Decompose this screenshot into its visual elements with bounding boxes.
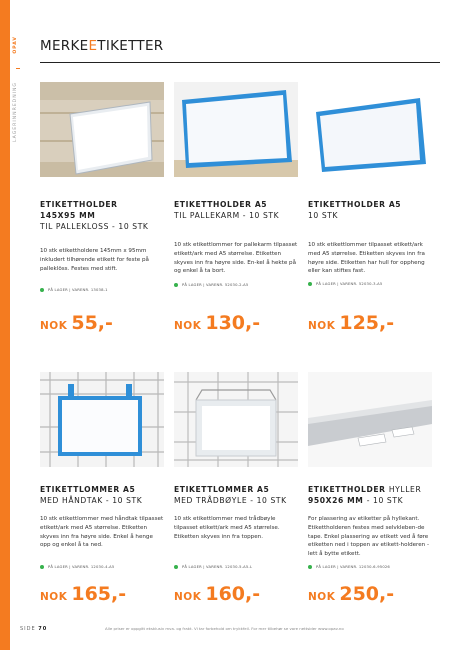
sidebar-brand: OPAV [13, 36, 18, 54]
product-name: ETIKETTLOMMER A5 MED HÅNDTAK - 10 STK [40, 485, 143, 505]
product-price: NOK 55,- [40, 312, 113, 334]
sidebar-path: LAGERINNREDNING [13, 82, 18, 143]
product-description: 10 stk etikettlommer med trådbøyle tilpasset etikett/ark med A5 størrelse. Etiketten skyves inn fra toppen. [174, 516, 280, 540]
product-photo-pocket-wire [174, 372, 298, 467]
stock-status: PÅ LAGER | VARENR. 12030-4-A5 [40, 565, 114, 569]
sidebar-accent-bar [0, 0, 10, 650]
in-stock-dot-icon [308, 282, 312, 286]
stock-status: PÅ LAGER | VARENR. 12030-6-95026 [308, 565, 390, 569]
in-stock-dot-icon [40, 565, 44, 569]
product-name: ETIKETTHOLDER A5 TIL PALLEKARM - 10 STK [174, 200, 280, 220]
product-photo-pallet-frame [174, 82, 298, 177]
product-price: NOK 250,- [308, 583, 395, 605]
product-name: ETIKETTHOLDER 145X95 MM TIL PALLEKLOSS - 10 STK [40, 200, 149, 231]
stock-status: PÅ LAGER | VARENR. 13038-1 [40, 288, 108, 292]
title-rule [40, 62, 440, 63]
sidebar-divider [16, 68, 20, 69]
product-description: For plassering av etiketter på hyllekant. Etikettholderen festes med selvkleben-de tape. Enkel plassering av etikett ved å føre etiketten ned i toppen av etikett-holderen - lett å bytte etikett. [308, 516, 430, 558]
footer-disclaimer: Alle priser er oppgitt eksklusiv mva. og frakt. Vi tar forbehold om trykkfeil. For mer tilbehør se vore nettsider www.opav.no [105, 626, 344, 631]
product-description: 10 stk etikettlommer for pallekarm tilpasset etikett/ark med A5 størrelse. Etiketten skyves inn fra høyre side. En-kel å hekte på og enkel å ta bort. [174, 242, 298, 275]
product-description: 10 stk etikettlommer med håndtak tilpasset etikett/ark med A5 størrelse. Etiketten skyves inn fra høyre side. Enkel å henge opp og enkel å ta ned. [40, 516, 164, 549]
in-stock-dot-icon [40, 288, 44, 292]
in-stock-dot-icon [308, 565, 312, 569]
product-photo-pallet-block [40, 82, 164, 177]
product-photo-label-holder [308, 82, 432, 177]
product-name: ETIKETTHOLDER A5 10 STK [308, 200, 402, 220]
product-description: 10 stk etikettholdere 145mm x 95mm inkludert tilhørende etikett for feste på palleklöss. Festes med stift. [40, 248, 149, 272]
product-name: ETIKETTHOLDER HYLLER 950X26 MM - 10 STK [308, 485, 422, 505]
page-number: SIDE 70 [20, 626, 48, 632]
product-photo-shelf-strip [308, 372, 432, 467]
product-price: NOK 130,- [174, 312, 261, 334]
stock-status: PÅ LAGER | VARENR. 52030-2-A5 [174, 283, 248, 287]
in-stock-dot-icon [174, 283, 178, 287]
product-photo-pocket-handle [40, 372, 164, 467]
product-price: NOK 160,- [174, 583, 261, 605]
page-title: MERKEETIKETTER [40, 38, 164, 54]
product-description: 10 stk etikettlommer tilpasset etikett/ark med A5 størrelse. Etiketten skyves inn fra høyre side. Etiketten har hull for oppheng eller kan stiftes fast. [308, 242, 425, 275]
stock-status: PÅ LAGER | VARENR. 52030-3-A5 [308, 282, 382, 286]
stock-status: PÅ LAGER | VARENR. 12030-5-A5-L [174, 565, 252, 569]
product-price: NOK 125,- [308, 312, 395, 334]
in-stock-dot-icon [174, 565, 178, 569]
product-name: ETIKETTLOMMER A5 MED TRÅDBØYLE - 10 STK [174, 485, 287, 505]
page-footer [10, 618, 459, 650]
product-price: NOK 165,- [40, 583, 127, 605]
